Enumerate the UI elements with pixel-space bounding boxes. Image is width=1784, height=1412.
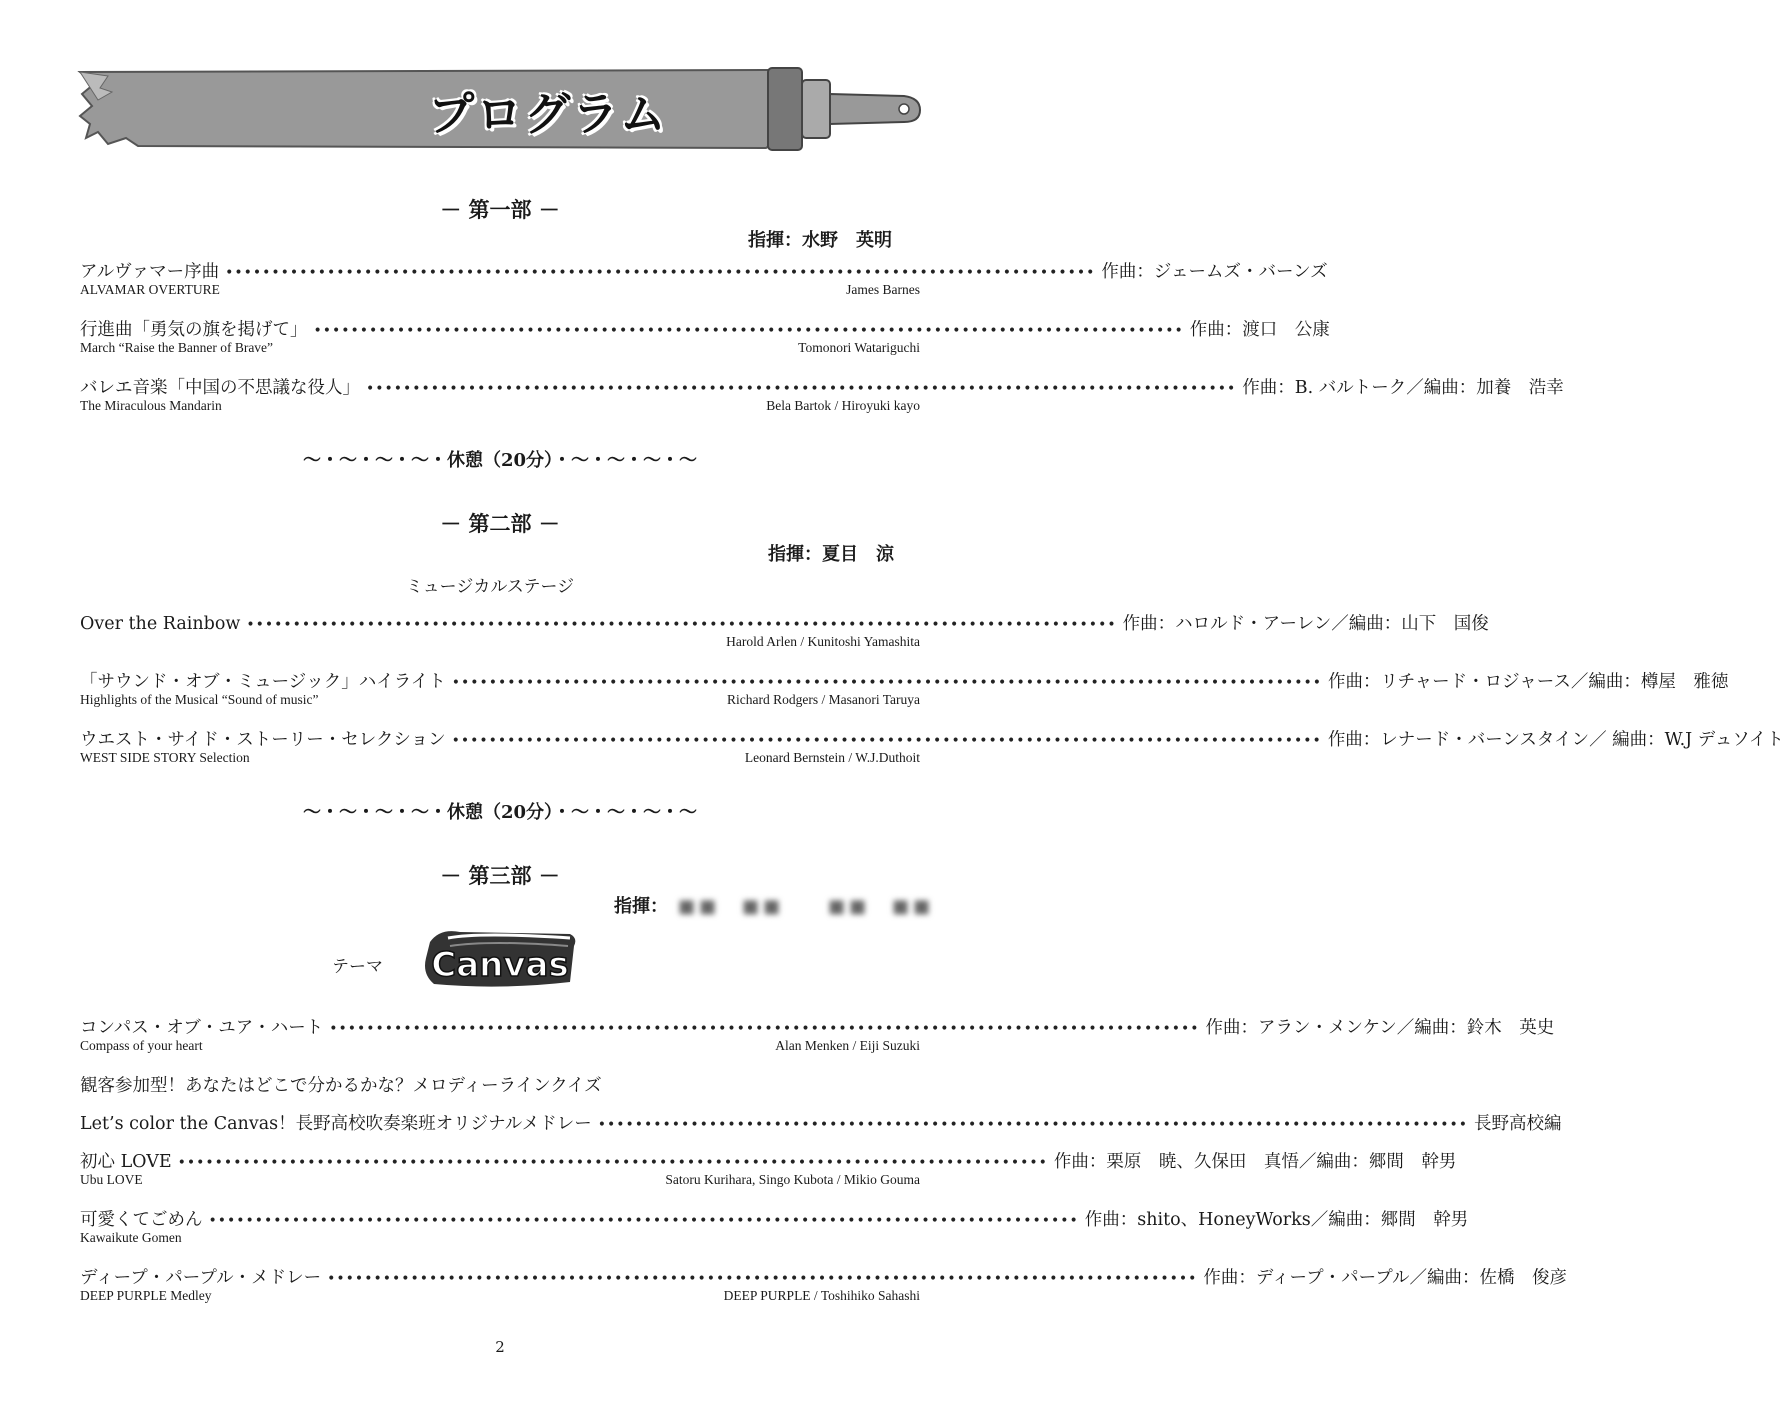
- program-item-en: [80, 634, 920, 652]
- canvas-logo-text: Canvas: [431, 945, 569, 985]
- leader-dots: ••••••••••••••••••••••••••••••••••••••••••••••••••••••••••••••••••••••••••••••••••••••••••••••: [225, 265, 1096, 281]
- program-item: [80, 1206, 1469, 1230]
- piece-credit: 作曲：リチャード・ロジャース／編曲：樽屋 雅徳: [1327, 672, 1729, 692]
- program-item-en: [80, 340, 920, 358]
- piece-title: ディープ・パープル・メドレー: [80, 1268, 322, 1288]
- piece-title: コンパス・オブ・ユア・ハート: [80, 1018, 324, 1038]
- blurred-conductor-names: ■■ ■■ ■■ ■■: [678, 896, 935, 917]
- leader-dots: ••••••••••••••••••••••••••••••••••••••••••••••••••••••••••••••••••••••••••••••••••••••••••••••: [451, 675, 1322, 691]
- piece-credit: 作曲：レナード・バーンスタイン／ 編曲：W.J デュソイト: [1327, 730, 1784, 750]
- piece-title: アルヴァマー序曲: [80, 262, 220, 282]
- piece-credit: 作曲：ハロルド・アーレン／編曲：山下 国俊: [1122, 614, 1489, 634]
- piece-credit: 作曲：栗原 暁、久保田 真悟／編曲：郷間 幹男: [1053, 1152, 1457, 1172]
- piece-title: Over the Rainbow: [80, 614, 241, 634]
- piece-title: バレエ音楽「中国の不思議な役人」: [80, 378, 360, 398]
- piece-title-en: March “Raise the Banner of Brave”: [80, 340, 274, 355]
- piece-credit: 作曲：渡口 公康: [1189, 320, 1330, 340]
- piece-credit-en: DEEP PURPLE / Toshihiko Sahashi: [723, 1288, 920, 1303]
- leader-dots: ••••••••••••••••••••••••••••••••••••••••••••••••••••••••••••••••••••••••••••••••••••••••••••••: [597, 1117, 1468, 1133]
- piece-credit: 作曲：アラン・メンケン／編曲：鈴木 英史: [1205, 1018, 1555, 1038]
- canvas-logo: [420, 924, 580, 992]
- part3-conductor-label: 指揮：: [614, 896, 668, 917]
- program-item: [80, 374, 1564, 398]
- piece-title-en: Compass of your heart: [80, 1038, 203, 1053]
- piece-title-en: WEST SIDE STORY Selection: [80, 750, 250, 765]
- program-item: [80, 726, 1784, 750]
- piece-title-en: ALVAMAR OVERTURE: [80, 282, 220, 297]
- piece-credit-en: Bela Bartok / Hiroyuki kayo: [766, 398, 920, 413]
- piece-credit-en: Harold Arlen / Kunitoshi Yamashita: [726, 634, 920, 649]
- part2-subtitle: ミュージカルステージ: [406, 577, 575, 597]
- piece-credit-en: Alan Menken / Eiji Suzuki: [775, 1038, 920, 1053]
- program-item-en: [80, 750, 920, 768]
- piece-title: 観客参加型！あなたはどこで分かるかな？メロディーラインクイズ: [80, 1076, 602, 1096]
- program-item: [80, 1072, 920, 1094]
- page-number: 2: [495, 1338, 505, 1356]
- leader-dots: ••••••••••••••••••••••••••••••••••••••••••••••••••••••••••••••••••••••••••••••••••••••••••••••: [451, 733, 1322, 749]
- program-item: [80, 1264, 1568, 1288]
- piece-credit: 作曲：shito、HoneyWorks／編曲：郷間 幹男: [1084, 1210, 1469, 1230]
- leader-dots: ••••••••••••••••••••••••••••••••••••••••••••••••••••••••••••••••••••••••••••••••••••••••••••••: [329, 1021, 1200, 1037]
- piece-title: 行進曲「勇気の旗を掲げて」: [80, 320, 308, 340]
- leader-dots: ••••••••••••••••••••••••••••••••••••••••••••••••••••••••••••••••••••••••••••••••••••••••••••••: [366, 381, 1237, 397]
- piece-credit: 長野高校編: [1473, 1114, 1562, 1134]
- canvas-logo-icon: [420, 924, 580, 992]
- piece-title-en: Highlights of the Musical “Sound of music”: [80, 692, 319, 707]
- leader-dots: ••••••••••••••••••••••••••••••••••••••••••••••••••••••••••••••••••••••••••••••••••••••••••••••: [208, 1213, 1079, 1229]
- piece-credit-en: Tomonori Watariguchi: [798, 340, 920, 355]
- leader-dots: ••••••••••••••••••••••••••••••••••••••••••••••••••••••••••••••••••••••••••••••••••••••••••••••: [313, 323, 1184, 339]
- program-item-en: [80, 282, 920, 300]
- part1-heading: － 第一部 －: [440, 197, 560, 222]
- piece-credit-en: James Barnes: [846, 282, 920, 297]
- piece-credit: 作曲：B. バルトーク／編曲：加養 浩幸: [1242, 378, 1564, 398]
- piece-title: 「サウンド・オブ・ミュージック」ハイライト: [80, 672, 446, 692]
- piece-title-en: Ubu LOVE: [80, 1172, 143, 1187]
- piece-credit: 作曲：ジェームズ・バーンズ: [1101, 262, 1328, 282]
- piece-title-en: The Miraculous Mandarin: [80, 398, 222, 413]
- program-item: [80, 610, 1489, 634]
- part3-conductor: [614, 892, 934, 918]
- piece-credit-en: Leonard Bernstein / W.J.Duthoit: [744, 750, 920, 765]
- part1-conductor: 指揮：水野 英明: [748, 230, 892, 251]
- piece-title: Let’s color the Canvas！長野高校吹奏楽班オリジナルメドレー: [80, 1114, 592, 1134]
- program-item: [80, 316, 1330, 340]
- program-item-en: [80, 398, 920, 416]
- theme-label: テーマ: [332, 957, 383, 977]
- piece-title-en: Kawaikute Gomen: [80, 1230, 182, 1245]
- leader-dots: ••••••••••••••••••••••••••••••••••••••••••••••••••••••••••••••••••••••••••••••••••••••••••••••: [246, 617, 1117, 633]
- piece-credit-en: Richard Rodgers / Masanori Taruya: [726, 692, 920, 707]
- piece-credit-en: Satoru Kurihara, Singo Kubota / Mikio Gouma: [665, 1172, 920, 1187]
- program-item: [80, 668, 1729, 692]
- program-item: [80, 1110, 1562, 1134]
- intermission-1: 〜・〜・〜・〜・休憩（20分）・〜・〜・〜・〜: [302, 450, 698, 471]
- piece-title: ウエスト・サイド・ストーリー・セレクション: [80, 730, 446, 750]
- title-banner: [78, 66, 924, 150]
- part2-heading: － 第二部 －: [440, 511, 560, 536]
- piece-title: 可愛くてごめん: [80, 1210, 203, 1230]
- intermission-2: 〜・〜・〜・〜・休憩（20分）・〜・〜・〜・〜: [302, 802, 698, 823]
- program-item-en: [80, 1172, 920, 1190]
- program-item: [80, 258, 1328, 282]
- part3-heading: － 第三部 －: [440, 863, 560, 888]
- program-item-en: [80, 1288, 920, 1306]
- piece-title: 初心 LOVE: [80, 1152, 172, 1172]
- page-title: プログラム: [428, 87, 668, 141]
- leader-dots: ••••••••••••••••••••••••••••••••••••••••••••••••••••••••••••••••••••••••••••••••••••••••••••••: [327, 1271, 1198, 1287]
- program-item: [80, 1148, 1457, 1172]
- piece-title-en: DEEP PURPLE Medley: [80, 1288, 212, 1303]
- program-item-en: [80, 1230, 920, 1248]
- program-item: [80, 1014, 1555, 1038]
- program-item-en: [80, 1038, 920, 1056]
- part2-conductor: 指揮：夏目 涼: [768, 544, 894, 565]
- leader-dots: ••••••••••••••••••••••••••••••••••••••••••••••••••••••••••••••••••••••••••••••••••••••••••••••: [177, 1155, 1048, 1171]
- program-item-en: [80, 692, 920, 710]
- piece-credit: 作曲：ディープ・パープル／編曲：佐橋 俊彦: [1203, 1268, 1568, 1288]
